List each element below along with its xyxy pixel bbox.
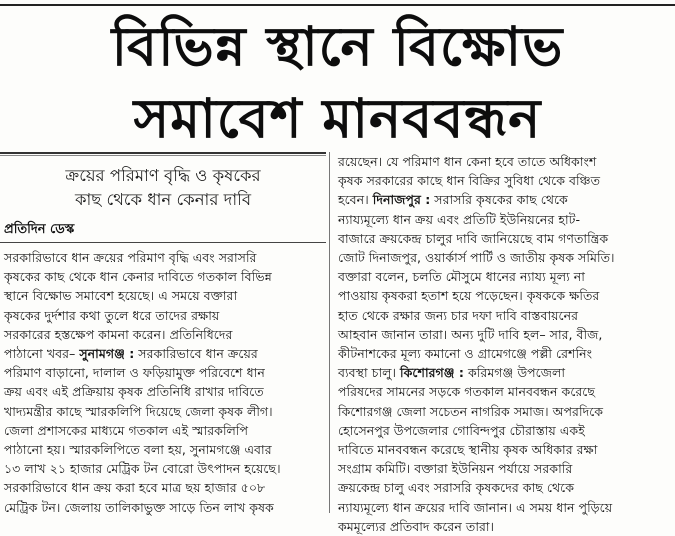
article-line: সরকারিভাবে ধান ক্রয় করা হবে মাত্র ছয় হাজার ৫০৮ bbox=[4, 480, 266, 496]
dateline-sunamganj: সুনামগঞ্জ : bbox=[79, 346, 135, 362]
article-line: ক্রয় এবং এই প্রক্রিয়ায় কৃষক প্রতিনিধি রাখার দাবিতে bbox=[4, 384, 264, 400]
article-body-left bbox=[4, 248, 324, 517]
article-body-right bbox=[338, 152, 672, 536]
article-line: ন্যায্যমূল্যে ধান ক্রয় এবং প্রতিটি ইউনিয়নের হাট- bbox=[338, 211, 581, 227]
article-line: খাদ্যমন্ত্রীর কাছে স্মারকলিপি দিয়েছে জেলা কৃষক লীগ। bbox=[4, 403, 273, 419]
article-line: আহবান জানান তারা। অন্য দুটি দাবি হল– সার, বীজ, bbox=[338, 326, 603, 342]
subheadline bbox=[0, 164, 326, 212]
article-line: কৃষকের কাছ থেকে ধান কেনার দাবিতে গতকাল বিভিন্ন bbox=[4, 269, 272, 285]
headline-line-1: বিভিন্ন স্থানে বিক্ষোভ bbox=[111, 15, 564, 78]
top-rule bbox=[0, 4, 675, 6]
article-line: জেলা প্রশাসকের মাধ্যমে গতকাল এই স্মারকলিপি bbox=[4, 422, 249, 438]
article-line: জোট দিনাজপুর, ওয়ার্কার্স পার্টি ও জাতীয় কৃষক সমিতি। bbox=[338, 250, 615, 266]
article-line-text: করিমগঞ্জ উপজেলা bbox=[463, 365, 566, 381]
article-line: কৃষকের দুর্দশার কথা তুলে ধরে তাদের রক্ষায় bbox=[4, 307, 220, 323]
article-line: স্থানে বিক্ষোভ সমাবেশ হয়েছে। এ সময়ে বক্তারা bbox=[4, 288, 238, 304]
article-line-with-dateline bbox=[4, 344, 324, 363]
article-line: দাবিতে মানববন্ধন করেছে স্থানীয় কৃষক অধিকার রক্ষা bbox=[338, 442, 598, 458]
article-line: পাওয়ায় কৃষকরা হতাশ হয়ে পড়েছেন। কৃষককে ক্ষতির bbox=[338, 288, 600, 304]
article-line: কীটনাশকের মূল্য কমানো ও গ্রামেগঞ্জে পল্লী রেশনিং bbox=[338, 346, 593, 362]
article-line: সরকারিভাবে ধান ক্রয়ের পরিমাণ বৃদ্ধি এবং সরাসরি bbox=[4, 250, 257, 265]
article-line: কৃষক সরকারের কাছে ধান বিক্রির সুবিধা থেকে বঞ্চিত bbox=[338, 173, 601, 189]
article-line-text: ব্যবস্থা চালু। bbox=[338, 365, 396, 381]
article-line: পাঠানো হয়। স্মারকলিপিতে বলা হয়, সুনামগঞ্জে এবার bbox=[4, 442, 272, 458]
article-line: বক্তারা বলেন, চলতি মৌসুমে ধানের ন্যায্য মূল্য না bbox=[338, 269, 585, 285]
article-line-text: সরকারিভাবে ধান ক্রয়ের bbox=[134, 346, 258, 362]
dateline-kishoreganj: কিশোরগঞ্জ : bbox=[400, 365, 464, 381]
article-line: পরিষদের সামনের সড়কে গতকাল মানববন্ধন করেছে bbox=[338, 384, 596, 400]
article-line: ন্যায্যমূল্যে ধান ক্রয়ের দাবি জানান। এ সময় ধান পুড়িয়ে bbox=[338, 499, 613, 515]
right-column bbox=[334, 152, 675, 534]
subheadline-line-1: ক্রয়ের পরিমাণ বৃদ্ধি ও কৃষকের bbox=[65, 166, 261, 185]
article-line: সরকারের হস্তক্ষেপ কামনা করেন। প্রতিনিধিদের bbox=[4, 326, 233, 342]
byline-rule bbox=[0, 242, 326, 243]
subheadline-line-2: কাছ থেকে ধান কেনার দাবি bbox=[74, 190, 252, 209]
article-line: কিশোরগঞ্জ জেলা সচেতন নাগরিক সমাজ। অপরদিকে bbox=[338, 403, 604, 419]
article-line-text: হবেন। bbox=[338, 192, 369, 208]
article-line: বাজারে ক্রয়কেন্দ্র চালুর দাবি জানিয়েছে বাম গণতান্ত্রিক bbox=[338, 230, 609, 246]
article-line-with-dateline bbox=[338, 363, 672, 382]
article-line-text: পাঠানো খবর– bbox=[4, 346, 76, 362]
article-line: পরিমাণ বাড়ানো, দালাল ও ফড়িয়ামুক্ত পরিবেশে ধান bbox=[4, 365, 265, 381]
dateline-dinajpur: দিনাজপুর : bbox=[372, 192, 431, 208]
article-line: হোসেনপুর উপজেলার গোবিন্দপুর চৌরাস্তায় একই bbox=[338, 422, 585, 438]
article-line: ১৩ লাখ ২১ হাজার মেট্রিক টন বোরো উৎপাদন হয়েছে। bbox=[4, 461, 281, 477]
article-line: হাত থেকে রক্ষার জন্য চার দফা দাবি বাস্তবায়নের bbox=[338, 307, 579, 323]
article-line: কমমূল্যের প্রতিবাদ করেন তারা। bbox=[338, 518, 495, 534]
article-line: মেট্রিক টন। জেলায় তালিকাভুক্ত সাড়ে তিন লাখ কৃষক bbox=[4, 499, 274, 515]
column-divider bbox=[329, 152, 330, 513]
left-column bbox=[0, 152, 326, 513]
byline: প্রতিদিন ডেস্ক bbox=[4, 222, 75, 237]
subhead-top-rule-thin bbox=[0, 155, 326, 156]
article-line-with-dateline bbox=[338, 190, 672, 209]
article-line: ক্রয়কেন্দ্র চালু এবং সরাসরি কৃষকদের কাছ থেকে bbox=[338, 480, 575, 496]
article-line: রয়েছেন। যে পরিমাণ ধান কেনা হবে তাতে অধিকাংশ bbox=[338, 154, 597, 169]
article-line: সংগ্রাম কমিটি। বক্তারা ইউনিয়ন পর্যায়ে সরকারি bbox=[338, 461, 573, 477]
subhead-top-rule bbox=[0, 152, 326, 154]
headline-line-2: সমাবেশ মানববন্ধন bbox=[133, 87, 542, 150]
article-line-text: সরাসরি কৃষকের কাছ থেকে bbox=[430, 192, 568, 208]
